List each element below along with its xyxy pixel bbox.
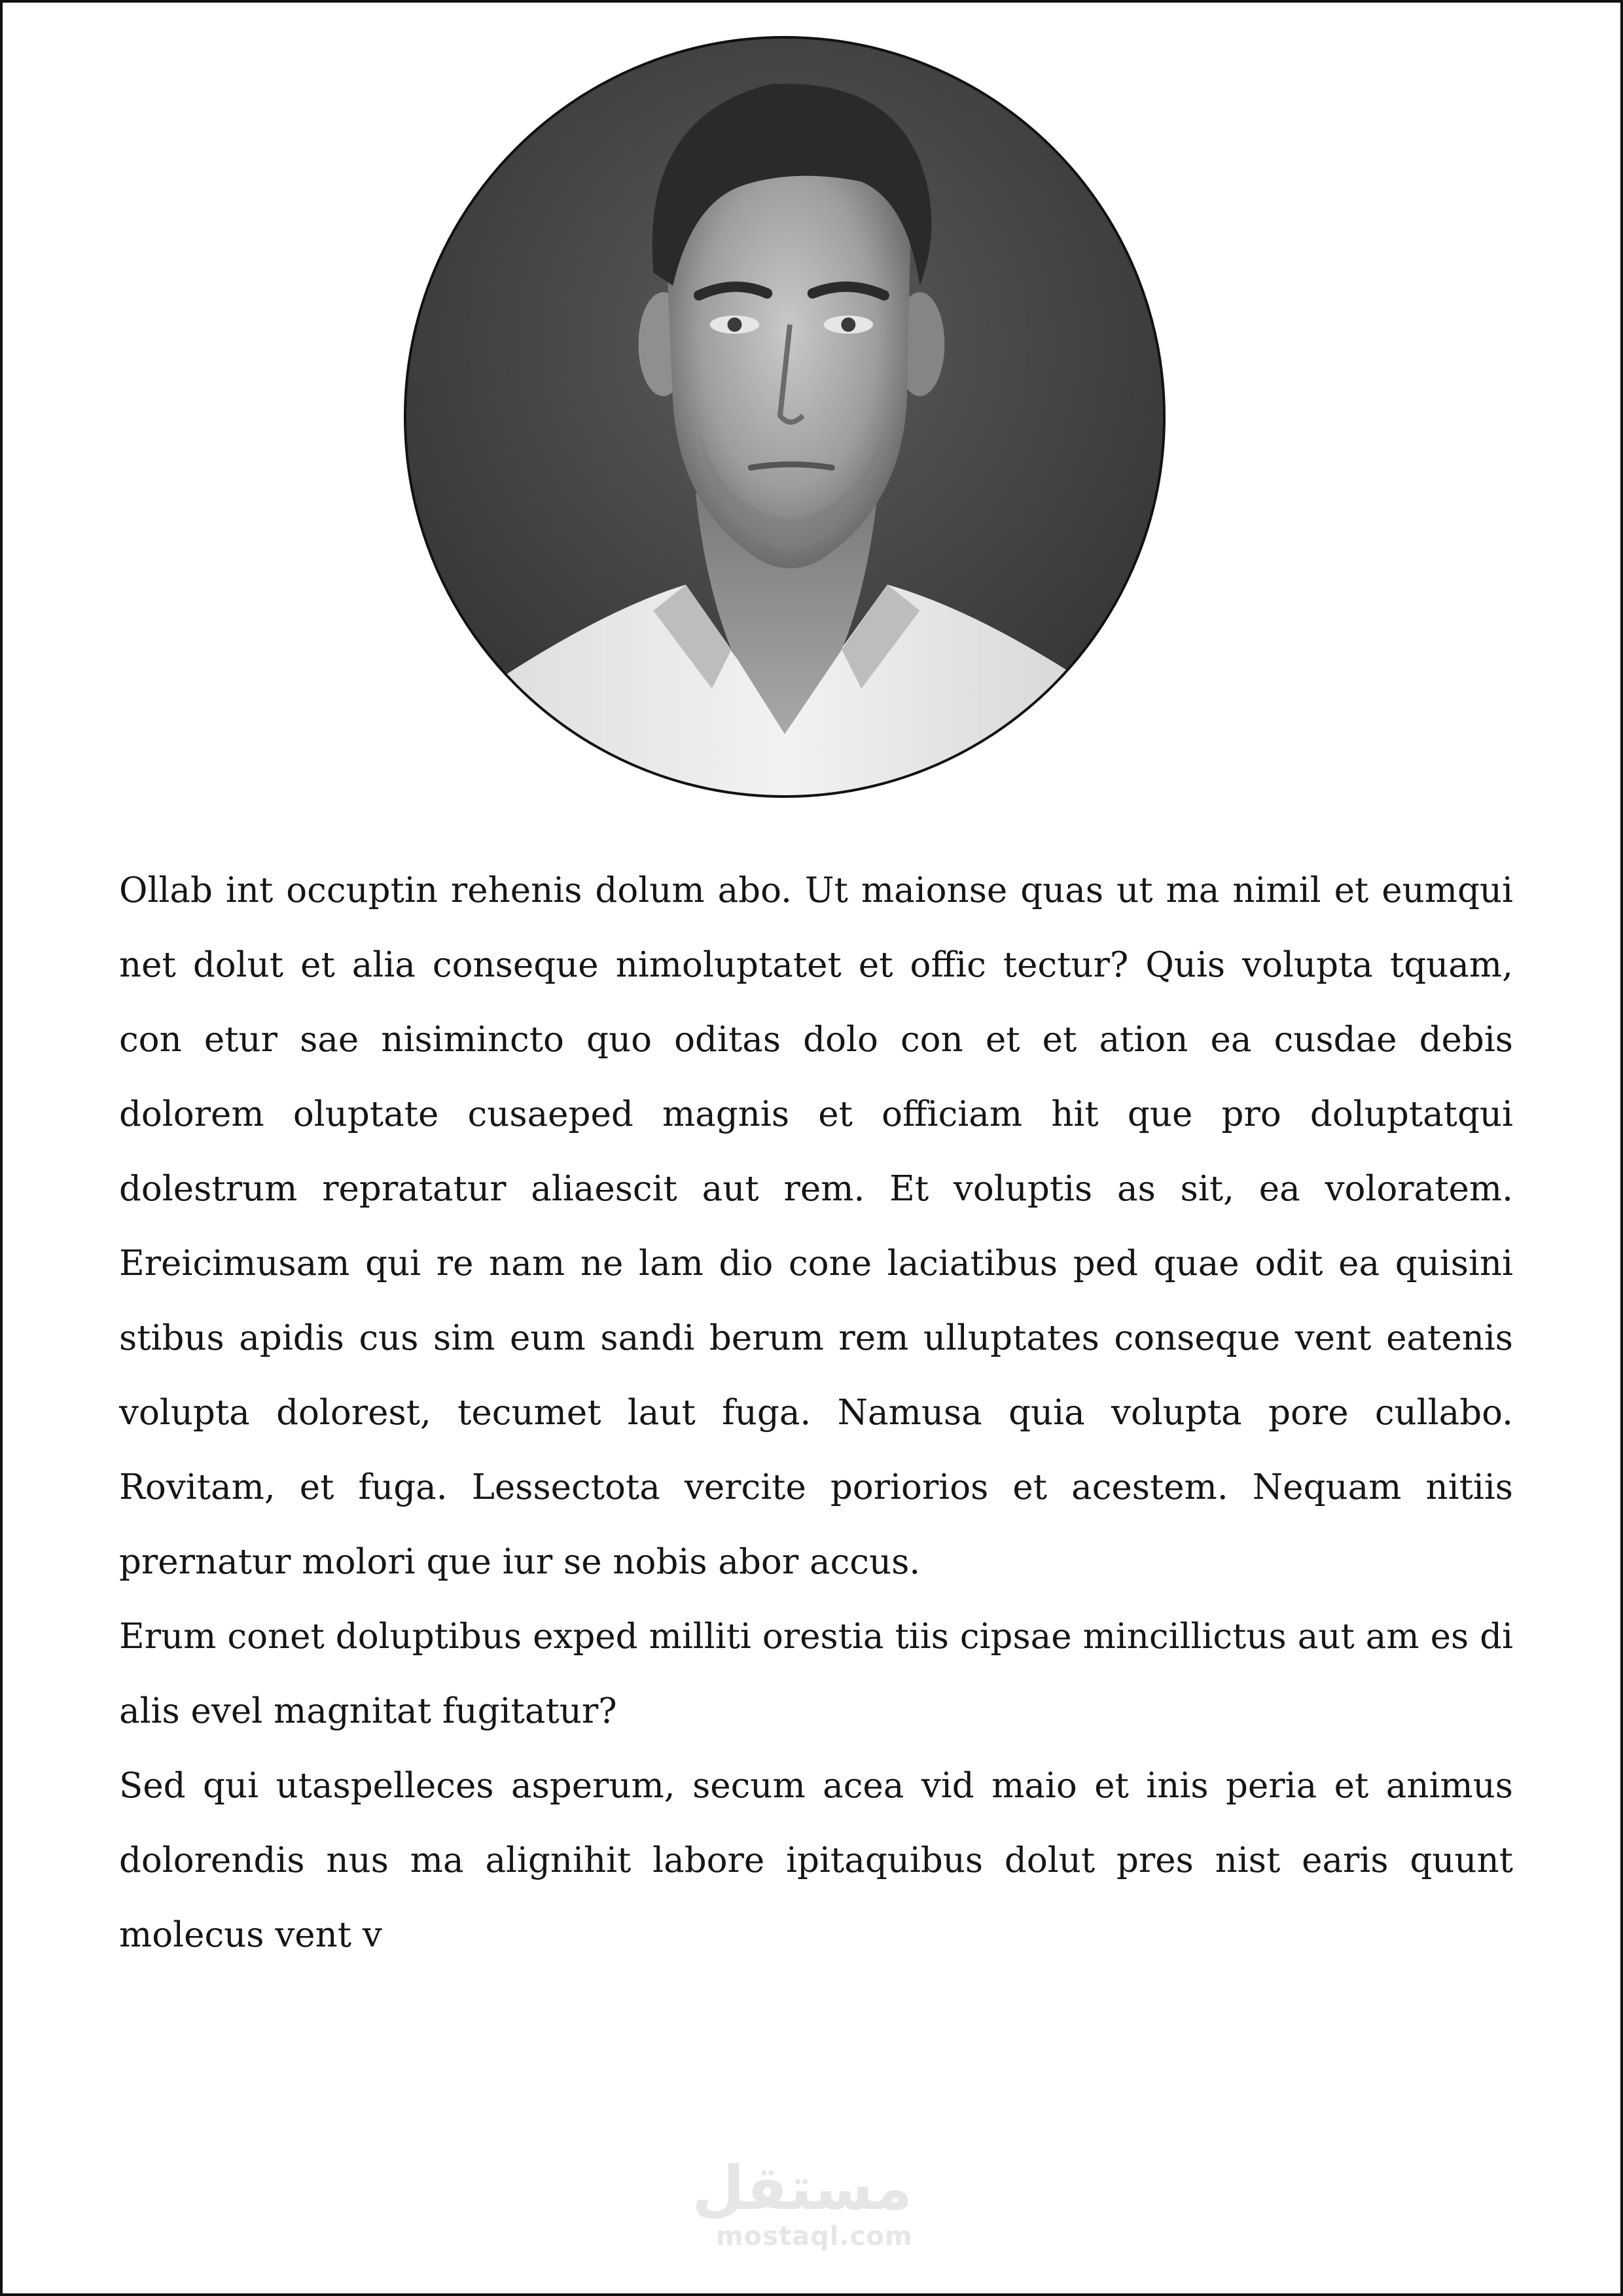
- watermark-arabic-text: مستقل: [692, 2153, 912, 2223]
- mostaql-watermark: [692, 2153, 913, 2261]
- body-text: [119, 853, 1513, 1973]
- portrait-illustration: [406, 39, 1163, 795]
- watermark-latin-text: mostaql.com: [716, 2221, 913, 2251]
- portrait-photo: [404, 36, 1166, 798]
- paragraph-2: Erum conet doluptibus exped milliti orestia tiis cipsae mincillictus aut am es di alis evel magnitat fugitatur?: [119, 1617, 1513, 1731]
- paragraph-1: Ollab int occuptin rehenis dolum abo. Ut maionse quas ut ma nimil et eumqui net dolut et alia conseque nimoluptatet et offic tectur? Quis volupta tquam, con etur sae nisimincto quo oditas dolo con et et ation ea cusdae debis dolorem oluptate cusaeped magnis et officiam hit que pro doluptatqui dolestrum repratatur aliaescit aut rem. Et voluptis as sit, ea voloratem. Ereicimusam qui re nam ne lam dio cone laciatibus ped quae odit ea quisini stibus apidis cus sim eum sandi berum rem ulluptates conseque vent eatenis volupta dolorest, tecumet laut fuga. Namusa quia volupta pore cullabo. Rovitam, et fuga. Lessectota vercite poriorios et acestem. Nequam nitiis prernatur molori que iur se nobis abor accus.: [119, 870, 1513, 1582]
- paragraph-3: Sed qui utaspelleces asperum, secum acea vid maio et inis peria et animus dolorendis nus ma alignihit labore ipitaquibus dolut pres nist earis quunt molecus vent v: [119, 1766, 1513, 1955]
